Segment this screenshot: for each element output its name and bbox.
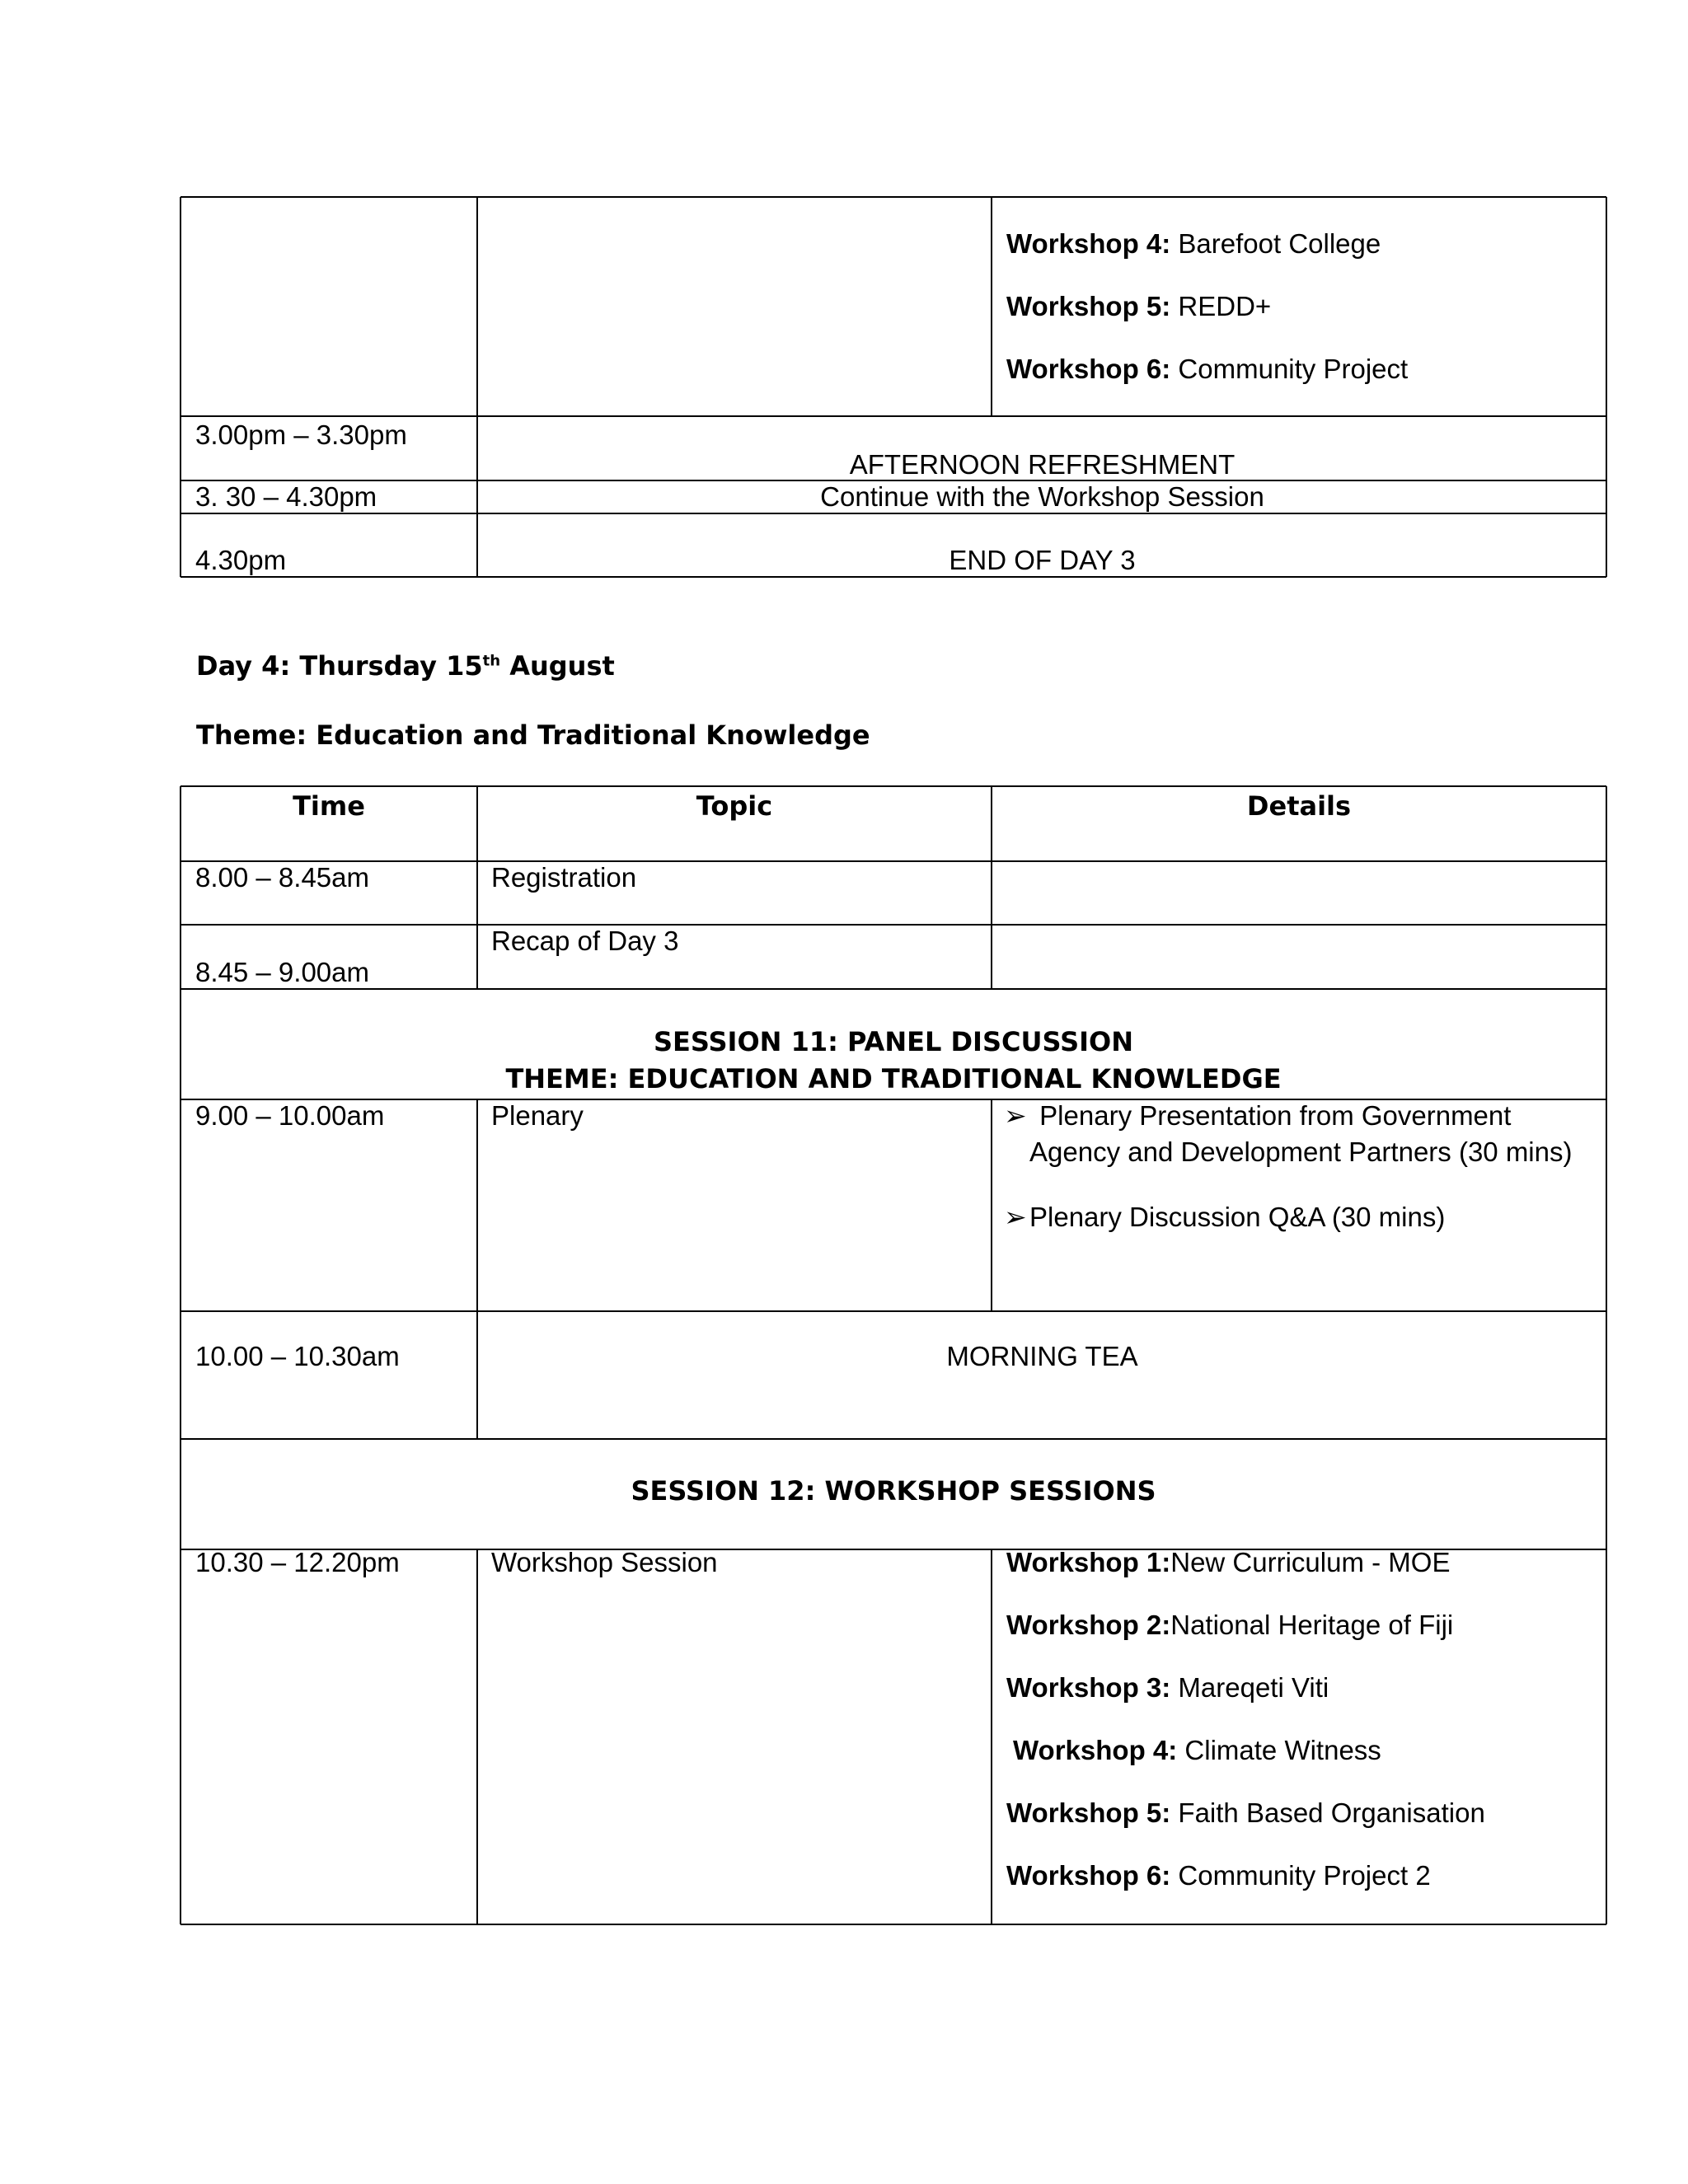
workshop-6-line	[1006, 1859, 1431, 1892]
workshop-6-line	[1006, 353, 1408, 386]
workshop-label: Workshop 6:	[1006, 1860, 1171, 1891]
workshop-5-line	[1006, 1797, 1485, 1830]
workshop-5-line	[1006, 290, 1271, 323]
topic-cell: Registration	[491, 862, 637, 893]
time-cell: 10.30 – 12.20pm	[195, 1547, 400, 1577]
workshop-name: New Curriculum - MOE	[1170, 1547, 1451, 1577]
arrowhead-bullet-icon: ➢	[1004, 1202, 1027, 1232]
session12-title: SESSION 12: WORKSHOP SESSIONS	[631, 1475, 1156, 1507]
day4-theme: Theme: Education and Traditional Knowledge	[196, 719, 870, 751]
time-cell: 8.45 – 9.00am	[195, 957, 369, 987]
time-cell: 10.00 – 10.30am	[195, 1341, 400, 1371]
plenary-bullet-1-cont: Agency and Development Partners (30 mins)	[1029, 1137, 1573, 1167]
workshop-name: Barefoot College	[1178, 228, 1381, 259]
workshop-4-line	[1013, 1734, 1381, 1767]
header-time: Time	[293, 790, 365, 822]
workshop-label: Workshop 4:	[1006, 228, 1171, 259]
workshop-name: Mareqeti Viti	[1170, 1672, 1329, 1703]
workshop-name: Community Project 2	[1170, 1860, 1431, 1891]
time-cell: 4.30pm	[195, 545, 287, 575]
workshop-name: Faith Based Organisation	[1170, 1797, 1485, 1828]
header-topic: Topic	[696, 790, 773, 822]
workshop-label: Workshop 4:	[1013, 1735, 1178, 1765]
topic-cell: Workshop Session	[491, 1547, 718, 1577]
workshop-label: Workshop 1:	[1006, 1547, 1171, 1577]
plenary-bullet-2	[1004, 1201, 1445, 1234]
header-details: Details	[1246, 790, 1352, 822]
workshop-name: REDD+	[1178, 291, 1272, 321]
workshop-3-line	[1006, 1671, 1329, 1704]
session11-title: SESSION 11: PANEL DISCUSSION	[653, 1026, 1134, 1057]
afternoon-refreshment: AFTERNOON REFRESHMENT	[849, 449, 1236, 480]
time-cell: 3. 30 – 4.30pm	[195, 481, 377, 512]
session11-theme: THEME: EDUCATION AND TRADITIONAL KNOWLEDGE	[505, 1063, 1282, 1094]
bullet-text: Plenary Discussion Q&A (30 mins)	[1029, 1202, 1446, 1232]
day4-heading: Day 4: Thursday 15th August	[196, 650, 615, 682]
time-cell: 8.00 – 8.45am	[195, 862, 369, 893]
workshop-label: Workshop 3:	[1006, 1672, 1171, 1703]
workshop-label: Workshop 5:	[1006, 1797, 1171, 1828]
table1-borders	[181, 197, 1606, 577]
end-of-day-3: END OF DAY 3	[949, 545, 1136, 575]
workshop-name: National Heritage of Fiji	[1170, 1610, 1454, 1640]
topic-cell: Plenary	[491, 1100, 584, 1131]
workshop-name: Community Project	[1178, 354, 1409, 384]
workshop-2-line	[1006, 1609, 1453, 1642]
workshop-label: Workshop 2:	[1006, 1610, 1171, 1640]
plenary-bullet-1	[1004, 1099, 1511, 1132]
workshop-1-line	[1006, 1546, 1450, 1579]
bullet-text: Plenary Presentation from Government	[1039, 1100, 1512, 1131]
topic-cell: Recap of Day 3	[491, 926, 679, 956]
workshop-label: Workshop 6:	[1006, 354, 1171, 384]
workshop-name: Climate Witness	[1177, 1735, 1381, 1765]
time-cell: 3.00pm – 3.30pm	[195, 419, 407, 450]
time-cell: 9.00 – 10.00am	[195, 1100, 385, 1131]
arrowhead-bullet-icon: ➢	[1004, 1100, 1027, 1131]
workshop-label: Workshop 5:	[1006, 291, 1171, 321]
continue-workshop-session: Continue with the Workshop Session	[820, 481, 1264, 512]
morning-tea: MORNING TEA	[946, 1341, 1138, 1371]
workshop-4-line	[1006, 227, 1381, 260]
